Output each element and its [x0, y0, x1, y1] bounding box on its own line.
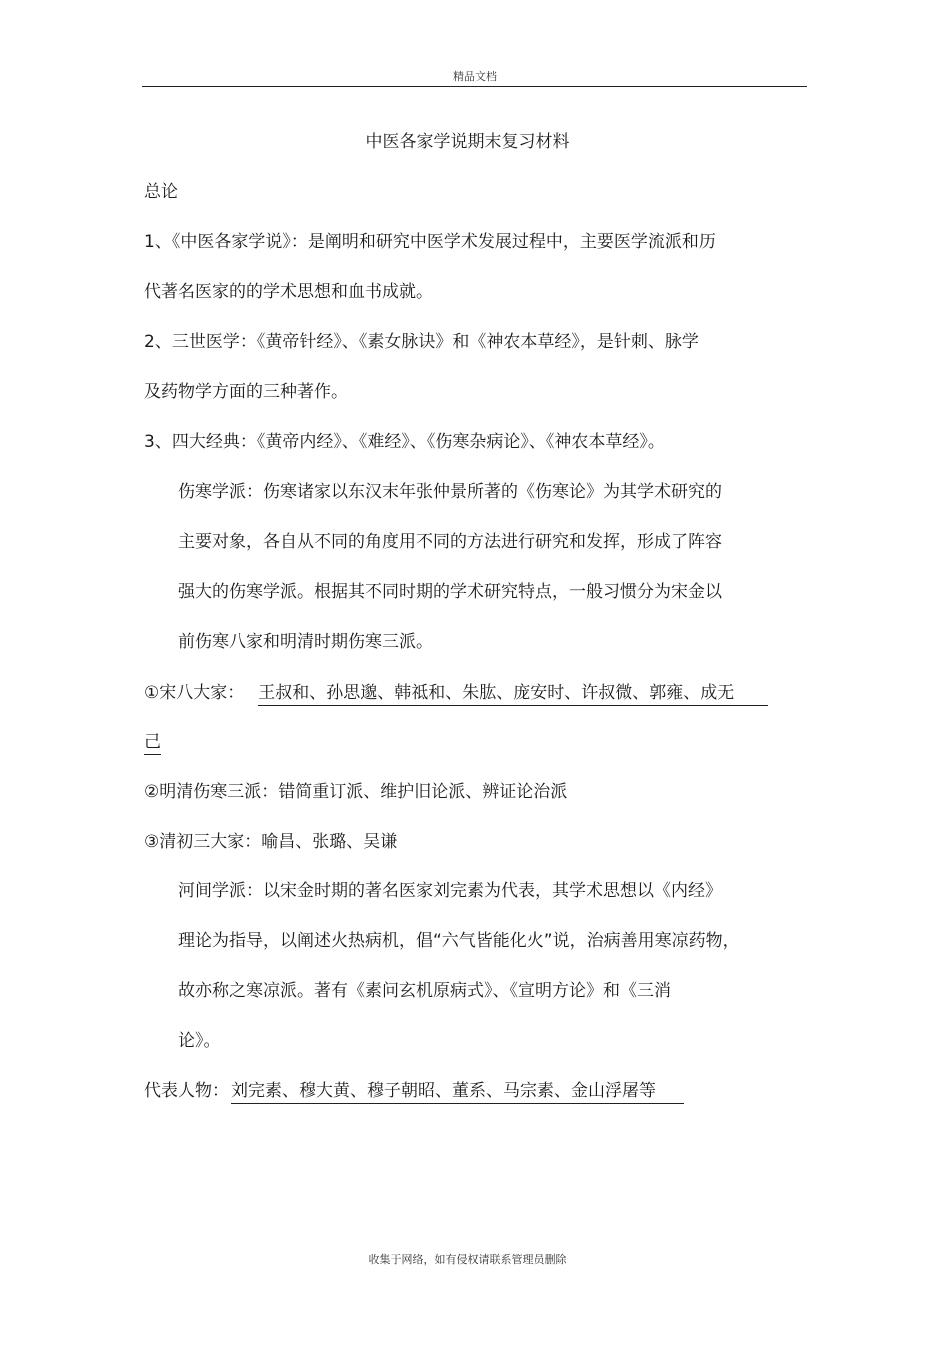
document-title: 中医各家学说期末复习材料: [365, 132, 570, 152]
paragraph-2-line-1: 2、三世医学：《黄帝针经》、《素女脉诀》和《神农本草经》，是针刺、脉学: [144, 332, 699, 352]
shanghan-line-1: 伤寒学派：伤寒诸家以东汉末年张仲景所著的《伤寒论》为其学术研究的: [178, 482, 722, 502]
representatives-label: 代表人物：: [144, 1081, 229, 1101]
item-1-continuation-text: 己: [144, 731, 161, 755]
item-3: ③清初三大家：喻昌、张璐、吴谦: [144, 832, 398, 852]
shanghan-line-4: 前伤寒八家和明清时期伤寒三派。: [178, 632, 433, 652]
representatives-value: 刘完素、穆大黄、穆子朝昭、董系、马宗素、金山浮屠等: [231, 1080, 684, 1104]
item-2: ②明清伤寒三派：错简重订派、维护旧论派、辨证论治派: [144, 782, 568, 802]
page-footer: 收集于网络，如有侵权请联系管理员删除: [368, 1253, 567, 1266]
hejian-line-4: 论》。: [178, 1031, 221, 1051]
paragraph-1-line-1: 1、《中医各家学说》：是阐明和研究中医学术发展过程中，主要医学流派和历: [144, 232, 716, 252]
item-1-label: ①宋八大家：: [144, 683, 245, 703]
paragraph-1-line-2: 代著名医家的的学术思想和血书成就。: [144, 282, 433, 302]
section-heading: 总论: [144, 182, 178, 202]
hejian-line-2: 理论为指导，以阐述火热病机，倡“六气皆能化火”说，治病善用寒凉药物，: [178, 931, 740, 951]
item-1: [144, 682, 768, 706]
page-header: 精品文档: [453, 70, 497, 83]
representatives: [144, 1080, 684, 1104]
item-1-continuation: [144, 731, 161, 755]
hejian-line-1: 河间学派：以宋金时期的著名医家刘完素为代表，其学术思想以《内经》: [178, 881, 722, 901]
paragraph-2-line-2: 及药物学方面的三种著作。: [144, 382, 348, 402]
paragraph-3: 3、四大经典：《黄帝内经》、《难经》、《伤寒杂病论》、《神农本草经》。: [144, 432, 665, 452]
header-divider: [142, 86, 807, 87]
shanghan-line-3: 强大的伤寒学派。根据其不同时期的学术研究特点，一般习惯分为宋金以: [178, 582, 722, 602]
hejian-line-3: 故亦称之寒凉派。著有《素问玄机原病式》、《宣明方论》和《三消: [178, 981, 671, 1001]
shanghan-line-2: 主要对象，各自从不同的角度用不同的方法进行研究和发挥，形成了阵容: [178, 532, 722, 552]
item-1-value: 王叔和、孙思邈、韩祗和、朱肱、庞安时、许叔微、郭雍、成无: [258, 682, 768, 706]
